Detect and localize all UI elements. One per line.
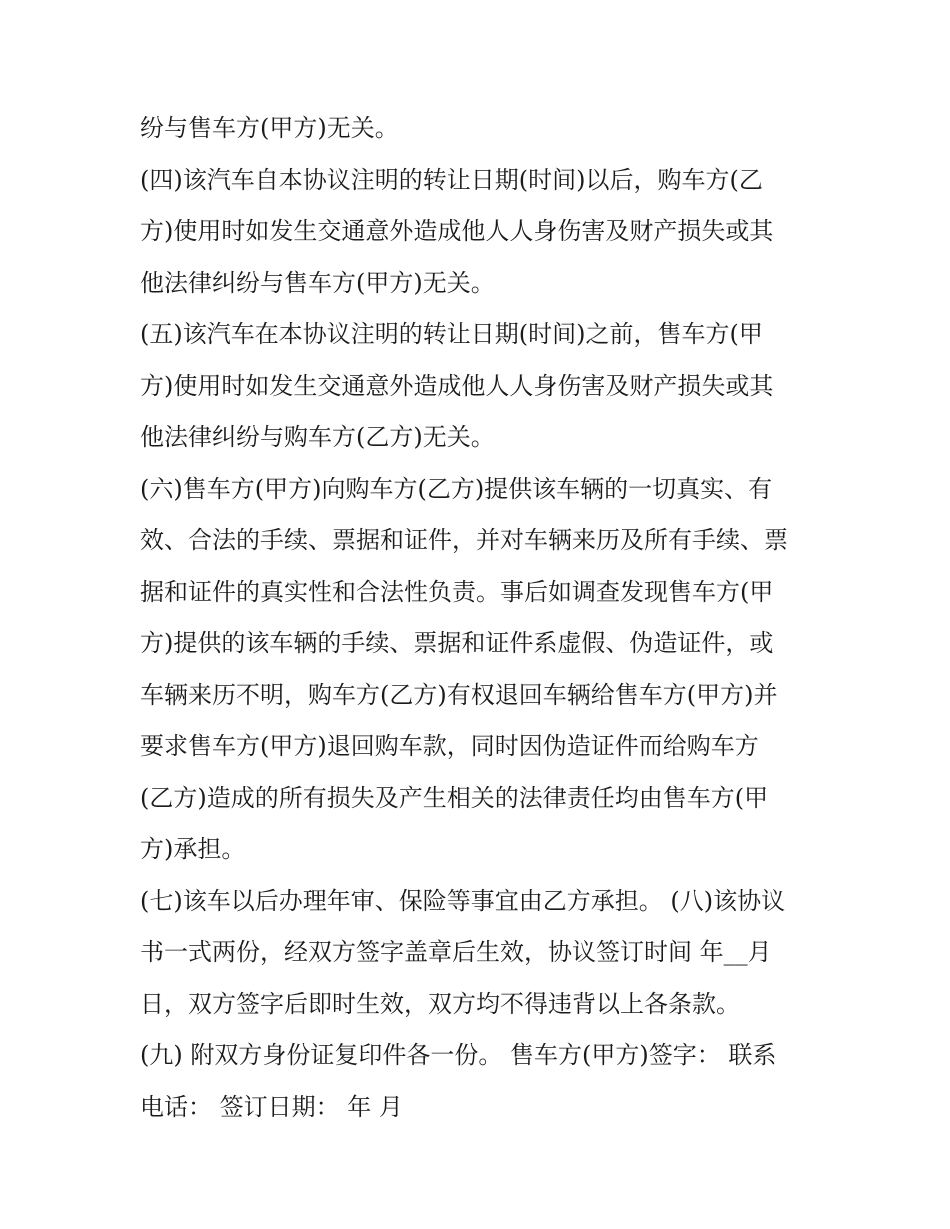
text-line: 他法律纠纷与购车方(乙方)无关。 <box>140 423 495 451</box>
text-line: (九) 附双方身份证复印件各一份。 售车方(甲方)签字： 联系 <box>140 1041 777 1069</box>
text-line: 纷与售车方(甲方)无关。 <box>140 114 399 142</box>
text-line: (四)该汽车自本协议注明的转让日期(时间)以后，购车方(乙 <box>140 166 763 194</box>
text-line: (七)该车以后办理年审、保险等事宜由乙方承担。 (八)该协议 <box>140 887 786 915</box>
text-line: 车辆来历不明，购车方(乙方)有权退回车辆给售车方(甲方)并 <box>140 681 778 709</box>
text-line: (乙方)造成的所有损失及产生相关的法律责任均由售车方(甲 <box>140 784 769 812</box>
text-line: 方)使用时如发生交通意外造成他人人身伤害及财产损失或其 <box>140 372 774 400</box>
text-line: (五)该汽车在本协议注明的转让日期(时间)之前，售车方(甲 <box>140 320 763 348</box>
text-line: 书一式两份，经双方签字盖章后生效，协议签订时间 年__月 <box>140 938 772 966</box>
text-line: 效、合法的手续、票据和证件，并对车辆来历及所有手续、票 <box>140 526 788 554</box>
text-line: (六)售车方(甲方)向购车方(乙方)提供该车辆的一切真实、有 <box>140 475 773 503</box>
text-line: 据和证件的真实性和合法性负责。事后如调查发现售车方(甲 <box>140 578 774 606</box>
text-line: 电话： 签订日期： 年 月 <box>140 1093 403 1121</box>
text-line: 他法律纠纷与售车方(甲方)无关。 <box>140 269 495 297</box>
text-line: 方)使用时如发生交通意外造成他人人身伤害及财产损失或其 <box>140 217 774 245</box>
text-line: 日，双方签字后即时生效，双方均不得违背以上各条款。 <box>140 990 740 1018</box>
text-line: 要求售车方(甲方)退回购车款，同时因伪造证件而给购车方 <box>140 732 759 760</box>
text-line: 方)承担。 <box>140 835 246 863</box>
text-line: 方)提供的该车辆的手续、票据和证件系虚假、伪造证件，或 <box>140 629 774 657</box>
